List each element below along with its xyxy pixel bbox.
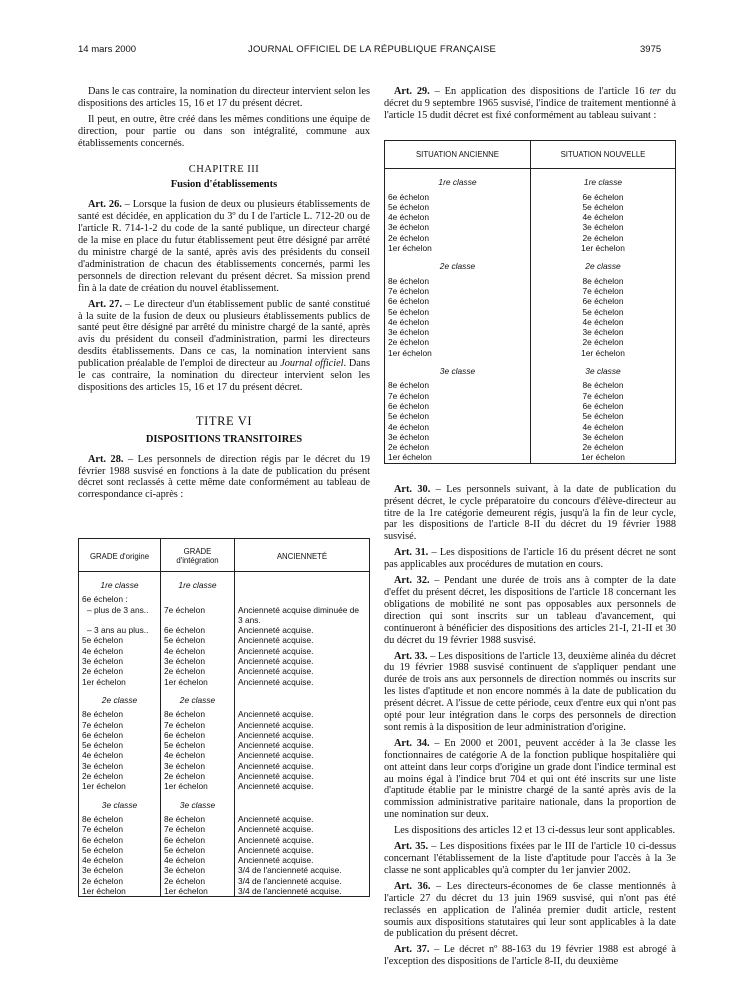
situation-nouvelle-cell: 5e échelon <box>531 202 676 212</box>
article-label: Art. 26. <box>88 199 122 211</box>
article-36 <box>384 881 676 941</box>
grade-integration-cell: 3e classe <box>161 792 235 814</box>
situation-ancienne-cell: 1er échelon <box>388 452 432 463</box>
grade-integration-cell: 8e échelon <box>161 709 235 719</box>
table-row <box>79 730 370 740</box>
grade-origine-cell: 4e échelon <box>82 855 123 866</box>
article-text: – Les dispositions de l'article 13, deuxième alinéa du décret du 19 février 1988 susvisé continuent de s'appliquer pendant une durée de trois ans aux personnels de direction nommés ou inscrits sur les listes d'aptitude et non encore nommés à la date de publication du présent décret. A l'issue de cette période, ceux d'entre eux qui n'ont pas opté pour leur intégration dans le corps des personnels de direction sont remis à la disposition de leur administration d'origine. <box>384 650 676 733</box>
article-26 <box>78 199 370 294</box>
grade-integration-cell: 1re classe <box>161 572 235 595</box>
situation-nouvelle-cell: 2e échelon <box>531 442 676 452</box>
table-row <box>79 605 370 626</box>
situation-ancienne-cell: 7e échelon <box>388 390 429 401</box>
article-label: Art. 35. <box>394 841 429 853</box>
article-text: – En 2000 et 2001, peuvent accéder à la 3e classe les fonctionnaires de catégorie A de la fonction publique hospitalière qui ont atteint dans leur corps d'origine un grade dont l'indice terminal est au moins égal à l'indice brut 704 et qui ont été inscrits sur une liste d'aptitude établie par le ministre chargé de la santé après avis de la commission administrative paritaire nationale, dans la proportion de une nomination sur deux. <box>384 737 676 821</box>
situation-nouvelle-cell: 7e échelon <box>531 391 676 401</box>
anciennete-cell: Ancienneté acquise. <box>235 656 370 666</box>
table-row <box>385 202 676 212</box>
article-label: Art. 32. <box>394 575 430 587</box>
situation-nouvelle-cell: 7e échelon <box>531 286 676 296</box>
anciennete-cell: Ancienneté acquise. <box>235 750 370 760</box>
grade-origine-cell: 2e échelon <box>82 771 123 782</box>
grade-integration-cell: 5e échelon <box>161 635 235 645</box>
table-row <box>385 442 676 452</box>
class-row <box>79 792 370 814</box>
article-text: – En application des dispositions de l'article 16 <box>429 86 650 97</box>
grade-origine-cell: 2e classe <box>101 694 138 705</box>
table-row <box>385 411 676 421</box>
situation-ancienne-cell: 5e échelon <box>388 411 429 422</box>
table-row <box>385 243 676 253</box>
table-row <box>79 761 370 771</box>
italic-text: ter <box>649 86 661 97</box>
table-row <box>79 835 370 845</box>
situation-ancienne-cell: 5e échelon <box>388 201 429 212</box>
grade-origine-cell: 1re classe <box>100 580 139 590</box>
anciennete-cell: Ancienneté acquise. <box>235 824 370 834</box>
table-row <box>79 865 370 875</box>
anciennete-cell <box>235 572 370 595</box>
article-30 <box>384 484 676 544</box>
grade-origine-cell: 6e échelon <box>82 729 123 740</box>
situation-ancienne-cell: 1re classe <box>438 177 477 188</box>
table-row <box>385 337 676 347</box>
situation-ancienne-cell: 8e échelon <box>388 380 429 391</box>
situation-nouvelle-cell: 1er échelon <box>531 243 676 253</box>
class-row <box>385 253 676 275</box>
grade-integration-cell: 3e échelon <box>161 656 235 666</box>
table-row <box>385 192 676 202</box>
table-row <box>79 677 370 687</box>
grade-origine-cell: 3e échelon <box>82 865 123 876</box>
article-text: – Le décret nº 88-163 du 19 février 1988 est abrogé à l'exception des dispositions de l'article 8-II, du deuxième <box>384 944 676 968</box>
situation-nouvelle-cell: 3e échelon <box>531 327 676 337</box>
reclassification-table <box>78 538 370 897</box>
table-row <box>79 824 370 834</box>
anciennete-cell <box>235 792 370 814</box>
grade-integration-cell: 1er échelon <box>161 677 235 687</box>
article-31 <box>384 547 676 571</box>
article-label: Art. 34. <box>394 737 430 749</box>
situation-ancienne-cell: 2e échelon <box>388 442 429 453</box>
situation-ancienne-cell: 3e échelon <box>388 431 429 442</box>
situation-nouvelle-cell: 3e échelon <box>531 432 676 442</box>
table-row <box>385 296 676 306</box>
anciennete-cell: Ancienneté acquise. <box>235 855 370 865</box>
grade-origine-cell: 3e échelon <box>82 760 123 771</box>
situation-ancienne-cell: 6e échelon <box>388 296 429 307</box>
article-32 <box>384 575 676 646</box>
grade-integration-cell: 4e échelon <box>161 646 235 656</box>
grade-origine-cell: 1er échelon <box>82 676 126 687</box>
situation-ancienne-cell: 4e échelon <box>388 316 429 327</box>
table-row <box>79 625 370 635</box>
table-row <box>79 656 370 666</box>
situation-nouvelle-cell: 2e classe <box>531 253 676 275</box>
grade-origine-cell: 3e classe <box>101 799 138 810</box>
table-row <box>79 594 370 604</box>
header-date: 14 mars 2000 <box>78 44 137 55</box>
class-row <box>79 572 370 595</box>
anciennete-cell: Ancienneté acquise. <box>235 666 370 676</box>
situation-nouvelle-cell: 4e échelon <box>531 212 676 222</box>
article-label: Art. 33. <box>394 650 428 662</box>
situation-ancienne-cell: 2e échelon <box>388 232 429 243</box>
situation-ancienne-cell: 4e échelon <box>388 212 429 223</box>
article-text: – Le directeur d'un établissement public de santé constitué à la suite de la fusion de deux ou plusieurs établissements publics de santé peut être désigné par arrêté du ministre chargé de la santé, après avis du président du conseil d'administration, parmi les directeurs desdits établissements. Dans ce cas, la nomination intervient sans publication préalable de l'emploi de directeur au <box>78 298 370 370</box>
table-row <box>385 222 676 232</box>
table-row <box>385 422 676 432</box>
article-33 <box>384 651 676 734</box>
grade-origine-cell: 5e échelon <box>82 844 123 855</box>
table-row <box>385 276 676 286</box>
class-row <box>385 358 676 380</box>
grade-origine-cell: 4e échelon <box>82 750 123 761</box>
grade-origine-cell: 1er échelon <box>82 781 126 792</box>
grade-integration-cell: 1er échelon <box>161 781 235 791</box>
grade-integration-cell: 2e classe <box>161 687 235 709</box>
grade-integration-cell: 4e échelon <box>161 750 235 760</box>
anciennete-cell: Ancienneté acquise. <box>235 771 370 781</box>
situation-ancienne-cell: 3e échelon <box>388 222 429 233</box>
anciennete-cell: Ancienneté acquise. <box>235 781 370 791</box>
situation-ancienne-cell: 8e échelon <box>388 275 429 286</box>
anciennete-cell: Ancienneté acquise. <box>235 709 370 719</box>
grade-origine-cell: 1er échelon <box>82 886 126 897</box>
grade-integration-cell: 6e échelon <box>161 835 235 845</box>
situation-nouvelle-cell: 8e échelon <box>531 380 676 390</box>
article-35 <box>384 841 676 877</box>
table-row <box>79 814 370 824</box>
situation-ancienne-cell: 3e échelon <box>388 327 429 338</box>
table-row <box>385 401 676 411</box>
table-row <box>79 845 370 855</box>
grade-origine-cell: 3e échelon <box>82 656 123 667</box>
class-row <box>79 687 370 709</box>
grade-integration-cell: 6e échelon <box>161 625 235 635</box>
article-text: – Les dispositions fixées par le III de l'article 10 ci-dessus concernant l'établissement de la liste d'aptitude pour l'accès à la 3e classe ne sont applicables qu'à compter du 1er janvier 2002. <box>384 841 676 876</box>
page-header <box>0 0 748 60</box>
situation-ancienne-cell: 2e échelon <box>388 337 429 348</box>
paragraph: Dans le cas contraire, la nomination du directeur intervient selon les dispositions des articles 15, 16 et 17 du présent décret. <box>78 86 370 109</box>
article-37 <box>384 944 676 968</box>
article-label: Art. 36. <box>394 880 431 892</box>
situation-ancienne-cell: 4e échelon <box>388 421 429 432</box>
article-text: – Les personnels de direction régis par le décret du 19 février 1988 susvisé en fonctions à la date de publication du présent décret sont reclassés à cette même date conformément au tableau de correspondance ci-après : <box>78 453 370 501</box>
chapter-heading: CHAPITRE III <box>188 163 260 175</box>
anciennete-cell: Ancienneté acquise. <box>235 730 370 740</box>
situation-nouvelle-cell: 1er échelon <box>531 452 676 463</box>
grade-integration-cell: 2e échelon <box>161 876 235 886</box>
table-row <box>385 391 676 401</box>
grade-integration-cell: 7e échelon <box>161 605 235 626</box>
grade-origine-cell: 5e échelon <box>82 740 123 751</box>
grade-integration-cell: 5e échelon <box>161 740 235 750</box>
anciennete-cell: Ancienneté acquise. <box>235 845 370 855</box>
grade-origine-cell: 6e échelon : <box>82 594 128 605</box>
titre-heading: TITRE VI <box>195 413 253 428</box>
article-label: Art. 28. <box>88 453 124 465</box>
table-row <box>79 666 370 676</box>
journal-title: JOURNAL OFFICIEL DE LA RÉPUBLIQUE FRANÇAISE <box>248 44 497 55</box>
grade-origine-cell: 4e échelon <box>82 645 123 656</box>
grade-integration-cell: 2e échelon <box>161 771 235 781</box>
situation-ancienne-cell: 3e classe <box>439 366 476 377</box>
grade-integration-cell: 1er échelon <box>161 886 235 897</box>
article-label: Art. 27. <box>88 298 123 310</box>
grade-integration-cell <box>161 594 235 604</box>
grade-integration-cell: 8e échelon <box>161 814 235 824</box>
article-29 <box>384 86 676 122</box>
table-row <box>79 720 370 730</box>
anciennete-cell: Ancienneté acquise diminuée de 3 ans. <box>235 605 370 626</box>
table-row <box>385 307 676 317</box>
article-text: – Lorsque la fusion de deux ou plusieurs établissements de santé est décidée, en application du 3º du I de l'article L. 712-20 ou de l'article R. 714-1-2 du code de la santé publique, un directeur chargé de la mise en place du futur établissement peut être désigné par arrêté du ministre chargé de la santé, après avis des présidents du conseil d'administration de chacun des établissements concernés, parmi les personnels de direction relevant du présent décret. Sa mission prend fin à la date de création du nouvel établissement. <box>78 199 370 294</box>
situation-ancienne-cell: 7e échelon <box>388 285 429 296</box>
situation-nouvelle-cell: 3e échelon <box>531 222 676 232</box>
table-row <box>79 646 370 656</box>
grade-origine-cell: 7e échelon <box>82 719 123 730</box>
article-27 <box>78 299 370 394</box>
grade-origine-cell: 2e échelon <box>82 666 123 677</box>
grade-origine-cell: 7e échelon <box>82 824 123 835</box>
situation-ancienne-cell: 1er échelon <box>388 243 432 254</box>
grade-origine-cell: 8e échelon <box>82 709 123 720</box>
situation-nouvelle-cell: 8e échelon <box>531 276 676 286</box>
article-28 <box>78 454 370 502</box>
grade-integration-cell: 6e échelon <box>161 730 235 740</box>
situation-ancienne-cell: 1er échelon <box>388 347 432 358</box>
paragraph: Il peut, en outre, être créé dans les mêmes conditions une équipe de direction, pour partie ou dans son intégralité, commune aux établissements concernés. <box>78 113 370 149</box>
class-row <box>385 169 676 192</box>
table-row <box>79 635 370 645</box>
anciennete-cell: Ancienneté acquise. <box>235 740 370 750</box>
table-row <box>79 709 370 719</box>
anciennete-cell <box>235 594 370 604</box>
anciennete-cell <box>235 687 370 709</box>
table-row <box>385 348 676 358</box>
italic-text: Journal officiel <box>280 358 344 370</box>
section-heading: Fusion d'établissements <box>170 179 278 191</box>
situation-nouvelle-cell: 1er échelon <box>531 348 676 358</box>
table-row <box>79 750 370 760</box>
anciennete-cell: Ancienneté acquise. <box>235 814 370 824</box>
situation-nouvelle-cell: 4e échelon <box>531 422 676 432</box>
table-row <box>385 432 676 442</box>
anciennete-cell: Ancienneté acquise. <box>235 625 370 635</box>
situation-nouvelle-cell: 6e échelon <box>531 401 676 411</box>
article-text: – Les dispositions de l'article 16 du présent décret ne sont pas applicables aux procédures de mutation en cours. <box>384 547 676 571</box>
situation-nouvelle-cell: 4e échelon <box>531 317 676 327</box>
grade-origine-cell: 2e échelon <box>82 875 123 886</box>
article-text: – Les personnels suivant, à la date de publication du présent décret, le cycle préparatoire du concours d'élève-directeur au titre de la 1re catégorie demeurent régis, jusqu'à la fin de leur cycle, par les dispositions de l'article 8-II du décret du 19 février 1988 susvisé. <box>384 483 676 543</box>
anciennete-cell: Ancienneté acquise. <box>235 646 370 656</box>
table-row <box>79 855 370 865</box>
grade-integration-cell: 7e échelon <box>161 824 235 834</box>
situation-nouvelle-cell: 3e classe <box>531 358 676 380</box>
grade-integration-cell: 7e échelon <box>161 720 235 730</box>
table-row <box>79 781 370 791</box>
grade-integration-cell: 3e échelon <box>161 865 235 875</box>
anciennete-cell: 3/4 de l'ancienneté acquise. <box>235 886 370 897</box>
grade-origine-cell: 5e échelon <box>82 635 123 646</box>
grade-origine-cell: 6e échelon <box>82 834 123 845</box>
anciennete-cell: Ancienneté acquise. <box>235 761 370 771</box>
salary-index-table <box>384 140 676 464</box>
grade-integration-cell: 4e échelon <box>161 855 235 865</box>
situation-nouvelle-cell: 2e échelon <box>531 337 676 347</box>
anciennete-cell: Ancienneté acquise. <box>235 720 370 730</box>
situation-nouvelle-cell: 5e échelon <box>531 307 676 317</box>
table-row <box>79 886 370 897</box>
grade-origine-cell: 8e échelon <box>82 813 123 824</box>
situation-nouvelle-cell: 1re classe <box>531 169 676 192</box>
column-header: GRADE d'intégration <box>161 539 235 572</box>
table-row <box>385 233 676 243</box>
column-header: SITUATION ANCIENNE <box>385 141 531 169</box>
titre-subheading: DISPOSITIONS TRANSITOIRES <box>145 433 303 445</box>
column-header: SITUATION NOUVELLE <box>531 141 676 169</box>
article-text: – Pendant une durée de trois ans à compter de la date d'effet du présent décret, les dispositions de l'article 18 concernant les obligations de mobilité ne sont pas opposables aux personnels de direction qui sont inscrits sur un tableau d'avancement, qui continueront à bénéficier des dispositions des articles 21-I, 21-II et 30 du décret du 19 février 1988 susvisé. <box>384 575 676 646</box>
grade-origine-cell: – 3 ans au plus.. <box>87 625 149 636</box>
article-label: Art. 29. <box>394 86 430 97</box>
table-row <box>385 380 676 390</box>
paragraph: Les dispositions des articles 12 et 13 ci-dessus leur sont applicables. <box>394 825 676 837</box>
situation-nouvelle-cell: 6e échelon <box>531 192 676 202</box>
anciennete-cell: Ancienneté acquise. <box>235 635 370 645</box>
table-row <box>385 212 676 222</box>
article-label: Art. 31. <box>394 547 429 559</box>
left-column <box>78 86 370 505</box>
situation-ancienne-cell: 2e classe <box>439 261 476 272</box>
situation-nouvelle-cell: 5e échelon <box>531 411 676 421</box>
table-row <box>79 771 370 781</box>
column-header: GRADE d'origine <box>79 539 161 572</box>
anciennete-cell: Ancienneté acquise. <box>235 677 370 687</box>
table-row <box>79 876 370 886</box>
anciennete-cell: Ancienneté acquise. <box>235 835 370 845</box>
page-number: 3975 <box>640 44 662 55</box>
article-text: du décret du 9 septembre 1965 susvisé, l'indice de traitement mentionné à l'article 15 dudit décret est fixé conformément au tableau suivant : <box>384 86 677 121</box>
grade-integration-cell: 2e échelon <box>161 666 235 676</box>
grade-origine-cell: – plus de 3 ans.. <box>87 604 149 615</box>
table-row <box>79 740 370 750</box>
table-row <box>385 317 676 327</box>
article-label: Art. 37. <box>394 944 430 956</box>
situation-ancienne-cell: 5e échelon <box>388 306 429 317</box>
table-row <box>385 452 676 463</box>
article-text: . Dans le cas contraire, la nomination du directeur intervient selon les dispositions des articles 15, 16 et 17 du présent décret. <box>78 358 371 393</box>
column-header: ANCIENNETÉ <box>235 539 370 572</box>
article-34 <box>384 738 676 821</box>
article-text: – Les directeurs-économes de 6e classe mentionnés à l'article 27 du décret du 13 juin 1969 susvisé, qui n'ont pas été reclassés en application de l'alinéa premier dudit article, restent soumis aux dispositions statutaires qui leur sont applicables à la date de publication du présent décret. <box>384 880 676 940</box>
situation-nouvelle-cell: 6e échelon <box>531 296 676 306</box>
article-label: Art. 30. <box>394 483 431 495</box>
grade-integration-cell: 3e échelon <box>161 761 235 771</box>
situation-ancienne-cell: 6e échelon <box>388 400 429 411</box>
situation-ancienne-cell: 6e échelon <box>388 191 429 202</box>
grade-integration-cell: 5e échelon <box>161 845 235 855</box>
table-row <box>385 327 676 337</box>
table-row <box>385 286 676 296</box>
anciennete-cell: 3/4 de l'ancienneté acquise. <box>235 865 370 875</box>
anciennete-cell: 3/4 de l'ancienneté acquise. <box>235 876 370 886</box>
situation-nouvelle-cell: 2e échelon <box>531 233 676 243</box>
